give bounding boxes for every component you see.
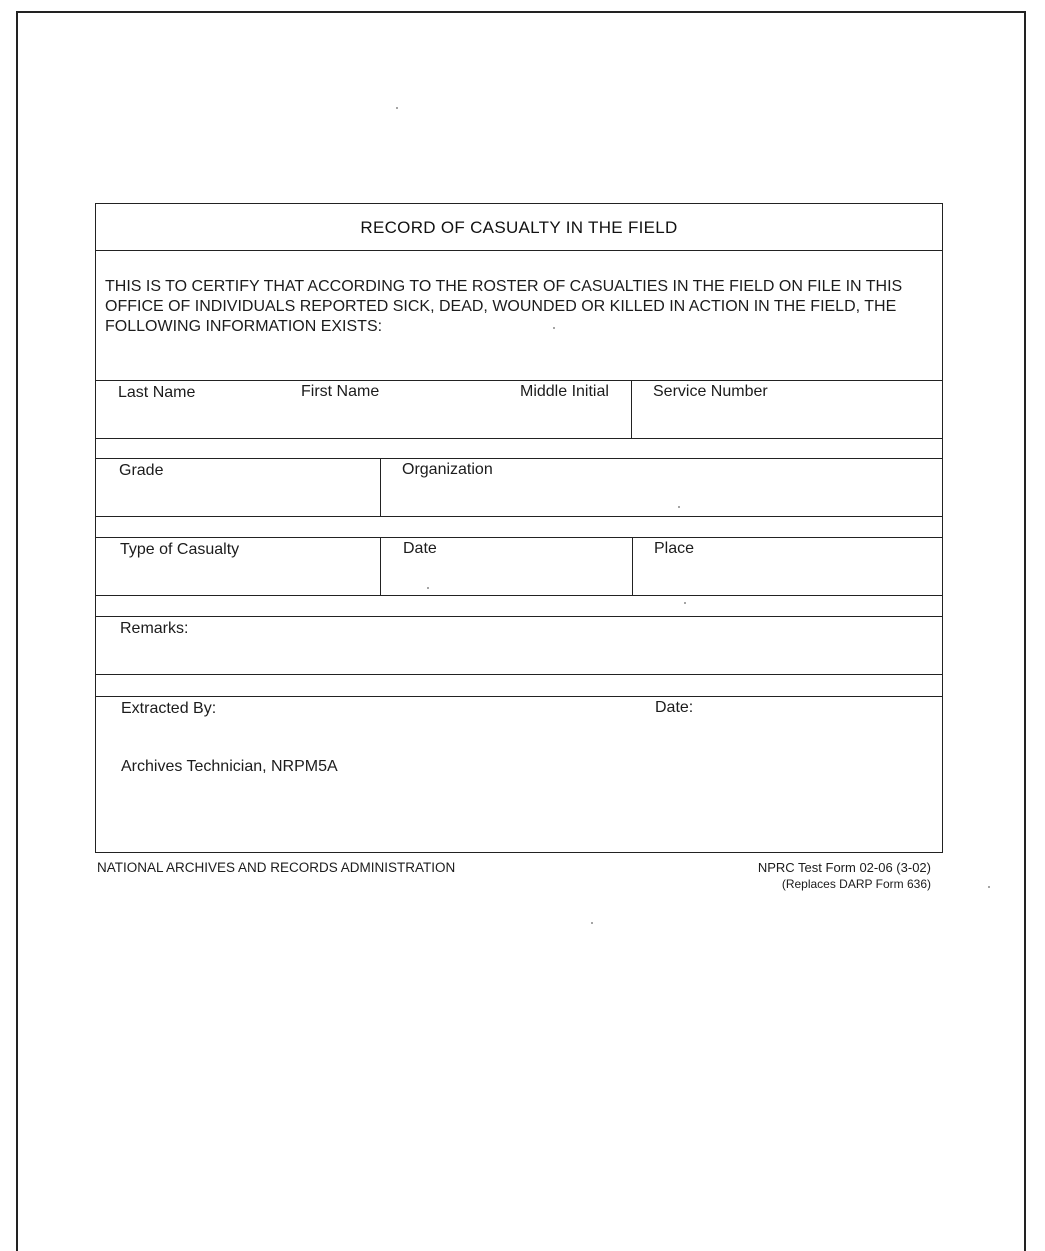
date-label: Date bbox=[403, 540, 437, 557]
row-divider bbox=[96, 438, 942, 439]
replaces-note: (Replaces DARP Form 636) bbox=[781, 877, 931, 891]
first-name-label: First Name bbox=[301, 383, 380, 400]
title-divider bbox=[96, 250, 942, 251]
scan-speck bbox=[591, 922, 593, 924]
column-divider bbox=[632, 537, 633, 595]
row-divider bbox=[96, 537, 942, 538]
signer-title: Archives Technician, NRPM5A bbox=[121, 758, 338, 775]
row-divider bbox=[96, 674, 942, 675]
extract-date-label: Date: bbox=[655, 699, 694, 716]
column-divider bbox=[380, 537, 381, 595]
organization-label: Organization bbox=[402, 461, 493, 478]
scan-speck bbox=[553, 327, 555, 329]
scan-speck bbox=[396, 107, 398, 109]
casualty-record-form bbox=[95, 203, 943, 853]
scan-speck bbox=[427, 587, 429, 589]
place-label: Place bbox=[654, 540, 695, 557]
row-divider bbox=[96, 458, 942, 459]
agency-name: NATIONAL ARCHIVES AND RECORDS ADMINISTRATION bbox=[97, 860, 456, 875]
grade-label: Grade bbox=[119, 462, 164, 479]
type-of-casualty-label: Type of Casualty bbox=[120, 541, 240, 558]
form-number: NPRC Test Form 02-06 (3-02) bbox=[757, 860, 931, 875]
remarks-label: Remarks: bbox=[120, 620, 189, 637]
form-title: RECORD OF CASUALTY IN THE FIELD bbox=[360, 218, 678, 237]
scan-speck bbox=[678, 506, 680, 508]
row-divider bbox=[96, 616, 942, 617]
column-divider bbox=[380, 458, 381, 516]
scan-speck bbox=[684, 602, 686, 604]
form-number-block bbox=[700, 860, 931, 892]
last-name-label: Last Name bbox=[118, 384, 196, 401]
service-number-label: Service Number bbox=[653, 383, 768, 400]
column-divider bbox=[631, 380, 632, 438]
middle-initial-label: Middle Initial bbox=[520, 383, 609, 400]
certification-text: THIS IS TO CERTIFY THAT ACCORDING TO THE ROSTER OF CASUALTIES IN THE FIELD ON FILE IN THIS OFFICE OF INDIVIDUALS REPORTED SICK, DEAD, WOUNDED OR KILLED IN ACTION IN THE FIELD, THE FOLLOWING INFORMATION EXISTS: bbox=[105, 278, 903, 335]
row-divider bbox=[96, 380, 942, 381]
row-divider bbox=[96, 595, 942, 596]
scan-speck bbox=[988, 886, 990, 888]
extracted-by-label: Extracted By: bbox=[121, 700, 217, 717]
row-divider bbox=[96, 696, 942, 697]
row-divider bbox=[96, 516, 942, 517]
